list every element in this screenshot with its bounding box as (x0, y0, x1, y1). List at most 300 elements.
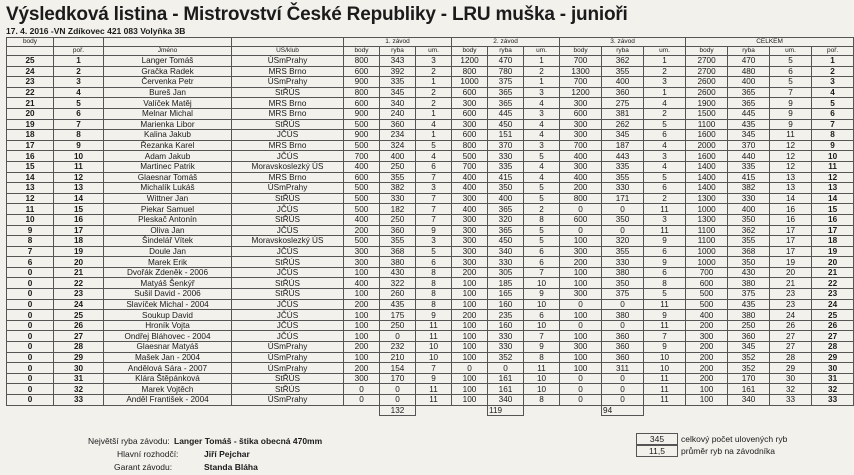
table-cell: 1100 (686, 119, 728, 130)
table-cell: 2 (524, 66, 560, 77)
table-cell: 350 (728, 257, 770, 268)
table-cell: 300 (560, 98, 602, 109)
table-cell: 600 (344, 98, 380, 109)
header-cell: Jméno (104, 47, 232, 56)
header-cell: poř. (54, 47, 104, 56)
table-cell: 1400 (686, 183, 728, 194)
table-cell: 8 (54, 130, 104, 141)
table-cell: 200 (686, 373, 728, 384)
table-cell: 1000 (686, 204, 728, 215)
table-cell: 300 (560, 161, 602, 172)
table-cell: 5 (524, 151, 560, 162)
table-cell: 4 (812, 87, 854, 98)
table-cell: 200 (344, 299, 380, 310)
table-cell: 250 (380, 161, 416, 172)
table-cell: 2 (54, 66, 104, 77)
table-cell: 7 (416, 193, 452, 204)
table-cell: 19 (54, 246, 104, 257)
table-cell: 0 (7, 299, 54, 310)
table-cell: 161 (728, 384, 770, 395)
table-cell: 365 (488, 225, 524, 236)
table-cell: 5 (644, 289, 686, 300)
table-cell: 11 (644, 395, 686, 406)
table-cell: 10 (524, 278, 560, 289)
table-cell: 300 (560, 119, 602, 130)
table-cell: 800 (560, 193, 602, 204)
avg-fish-label: průměr ryb na závodníka (681, 446, 776, 456)
header-cell: ryba (488, 47, 524, 56)
table-cell: Martinec Patrik (104, 161, 232, 172)
table-cell: 5 (416, 140, 452, 151)
header-cell: poř. (812, 47, 854, 56)
round-1-fish-total: 132 (380, 405, 416, 416)
table-cell: 10 (54, 151, 104, 162)
table-cell: 0 (7, 363, 54, 374)
table-cell: 12 (812, 172, 854, 183)
table-cell: 13 (770, 172, 812, 183)
table-cell: 27 (812, 331, 854, 342)
table-cell: 30 (54, 363, 104, 374)
table-cell: 368 (728, 246, 770, 257)
table-cell: 4 (644, 161, 686, 172)
table-cell: 22 (7, 87, 54, 98)
table-cell: 800 (344, 87, 380, 98)
table-cell: 21 (54, 267, 104, 278)
table-cell: 11 (416, 384, 452, 395)
table-cell: 330 (380, 193, 416, 204)
table-cell: 33 (770, 395, 812, 406)
table-cell: 0 (602, 320, 644, 331)
table-cell: 1600 (686, 151, 728, 162)
table-cell: 9 (416, 373, 452, 384)
table-cell: 500 (686, 299, 728, 310)
table-cell: 324 (380, 140, 416, 151)
table-cell: 355 (380, 236, 416, 247)
table-cell: 400 (686, 310, 728, 321)
table-cell: 100 (344, 267, 380, 278)
table-cell: 365 (728, 98, 770, 109)
table-cell: 9 (7, 225, 54, 236)
table-cell: 300 (452, 225, 488, 236)
table-cell: 2600 (686, 77, 728, 88)
table-cell: JČÚS (232, 267, 344, 278)
table-cell: 6 (644, 267, 686, 278)
table-cell: JČÚS (232, 299, 344, 310)
table-cell: 345 (728, 342, 770, 353)
table-cell: 200 (560, 257, 602, 268)
table-cell: 6 (812, 108, 854, 119)
table-cell: Matyáš Šenkýř (104, 278, 232, 289)
table-cell: 240 (380, 108, 416, 119)
total-fish-label: celkový počet ulovených ryb (681, 434, 788, 444)
table-cell: Andělová Sára - 2007 (104, 363, 232, 374)
table-cell: 8 (524, 352, 560, 363)
table-cell: StŘÚS (232, 278, 344, 289)
table-cell: 355 (602, 246, 644, 257)
table-cell: 330 (488, 151, 524, 162)
table-cell: 27 (54, 331, 104, 342)
table-cell: 1900 (686, 98, 728, 109)
table-cell: 100 (452, 373, 488, 384)
table-cell: 1 (416, 108, 452, 119)
table-row (7, 151, 854, 162)
table-cell: 13 (770, 183, 812, 194)
table-cell: 1600 (686, 130, 728, 141)
avg-fish-count: 11,5 (636, 445, 678, 457)
table-cell: 1 (524, 77, 560, 88)
table-cell: 9 (644, 257, 686, 268)
table-cell: Anděl František - 2004 (104, 395, 232, 406)
table-cell: 5 (54, 98, 104, 109)
table-cell: Valíček Matěj (104, 98, 232, 109)
table-cell: 400 (380, 151, 416, 162)
table-cell: Slavíček Michal - 2004 (104, 299, 232, 310)
table-cell: 300 (344, 257, 380, 268)
table-row (7, 310, 854, 321)
table-cell: 28 (54, 342, 104, 353)
table-cell: 375 (728, 289, 770, 300)
table-cell: 1300 (560, 66, 602, 77)
table-cell: 33 (812, 395, 854, 406)
table-cell: 20 (812, 257, 854, 268)
table-row (7, 77, 854, 88)
table-cell: 10 (524, 299, 560, 310)
table-cell: 26 (54, 320, 104, 331)
table-cell: 2 (524, 204, 560, 215)
table-cell: 11 (416, 320, 452, 331)
table-cell: 500 (344, 204, 380, 215)
table-row (7, 289, 854, 300)
table-cell: 0 (488, 363, 524, 374)
table-cell: 600 (560, 108, 602, 119)
table-cell: 5 (644, 172, 686, 183)
table-cell: 330 (488, 331, 524, 342)
table-cell: 350 (602, 214, 644, 225)
table-cell: 340 (380, 98, 416, 109)
table-cell: 370 (488, 140, 524, 151)
table-cell: 600 (344, 172, 380, 183)
table-cell: 300 (560, 246, 602, 257)
table-cell: 11 (7, 204, 54, 215)
table-cell: 5 (812, 98, 854, 109)
table-cell: StŘÚS (232, 373, 344, 384)
table-cell: 600 (452, 130, 488, 141)
results-body (7, 56, 854, 406)
table-cell: 400 (728, 204, 770, 215)
table-cell: 4 (644, 98, 686, 109)
table-cell: Pleskač Antonín (104, 214, 232, 225)
table-cell: StŘÚS (232, 193, 344, 204)
table-cell: 15 (54, 204, 104, 215)
table-cell: 7 (644, 331, 686, 342)
table-cell: 352 (488, 352, 524, 363)
table-cell: 780 (488, 66, 524, 77)
table-cell: 4 (524, 119, 560, 130)
table-cell: 100 (560, 278, 602, 289)
table-cell: 9 (524, 342, 560, 353)
table-cell: StŘÚS (232, 289, 344, 300)
table-cell: 3 (644, 214, 686, 225)
table-cell: ÚSmPrahy (232, 183, 344, 194)
table-cell: 5 (524, 193, 560, 204)
table-cell: 2700 (686, 56, 728, 67)
table-cell: 1200 (560, 87, 602, 98)
table-cell: JČÚS (232, 246, 344, 257)
table-cell: 1 (644, 56, 686, 67)
table-cell: StŘÚS (232, 214, 344, 225)
table-cell: 1 (812, 56, 854, 67)
table-cell: 600 (344, 66, 380, 77)
table-cell: 10 (812, 151, 854, 162)
table-cell: 4 (524, 130, 560, 141)
table-cell: 100 (344, 331, 380, 342)
table-cell: 11 (416, 331, 452, 342)
table-cell: 6 (524, 310, 560, 321)
table-cell: 10 (7, 214, 54, 225)
table-cell: 2 (416, 66, 452, 77)
table-cell: 9 (524, 289, 560, 300)
table-cell: StŘÚS (232, 119, 344, 130)
table-cell: Červenka Petr (104, 77, 232, 88)
table-row (7, 130, 854, 141)
table-cell: 0 (602, 299, 644, 310)
table-cell: 365 (488, 204, 524, 215)
table-row (7, 331, 854, 342)
table-cell: 700 (560, 56, 602, 67)
table-cell: 232 (380, 342, 416, 353)
table-cell: 305 (488, 267, 524, 278)
table-cell: MRS Brno (232, 172, 344, 183)
table-cell: 0 (602, 395, 644, 406)
table-cell: 200 (452, 267, 488, 278)
table-cell: 381 (602, 108, 644, 119)
table-cell: 23 (770, 289, 812, 300)
table-cell: 1 (524, 56, 560, 67)
table-row (7, 87, 854, 98)
table-cell: 5 (416, 246, 452, 257)
table-cell: 14 (7, 172, 54, 183)
table-cell: 160 (488, 320, 524, 331)
table-cell: 450 (488, 236, 524, 247)
table-cell: Marienka Libor (104, 119, 232, 130)
table-cell: 0 (7, 352, 54, 363)
page-subtitle: 17. 4. 2016 -VN Zdíkovec 421 083 Volyňka 3B (6, 26, 186, 36)
table-cell: 350 (602, 278, 644, 289)
table-cell: 0 (380, 384, 416, 395)
table-cell: 7 (524, 331, 560, 342)
table-cell: 0 (560, 320, 602, 331)
table-cell: 600 (452, 87, 488, 98)
table-cell: ÚSmPrahy (232, 56, 344, 67)
table-cell: 1100 (686, 225, 728, 236)
table-cell: 300 (452, 193, 488, 204)
table-cell: JČÚS (232, 151, 344, 162)
table-cell: 300 (344, 246, 380, 257)
table-cell: Dvořák Zdeněk - 2006 (104, 267, 232, 278)
table-cell: 300 (560, 130, 602, 141)
table-cell: Klára Štěpánková (104, 373, 232, 384)
table-cell: 27 (770, 342, 812, 353)
table-cell: 3 (416, 183, 452, 194)
table-cell: 0 (7, 289, 54, 300)
table-cell: 15 (7, 161, 54, 172)
table-cell: 400 (344, 278, 380, 289)
table-row (7, 352, 854, 363)
table-cell: 900 (344, 108, 380, 119)
table-cell: ÚSmPrahy (232, 363, 344, 374)
table-cell: 100 (344, 320, 380, 331)
table-cell: StŘÚS (232, 87, 344, 98)
table-cell: 250 (728, 320, 770, 331)
table-cell: 700 (452, 161, 488, 172)
table-cell: 300 (452, 257, 488, 268)
table-cell: 12 (770, 161, 812, 172)
table-cell: 9 (644, 342, 686, 353)
table-cell: 0 (344, 395, 380, 406)
table-cell: 6 (416, 161, 452, 172)
table-cell: 30 (812, 363, 854, 374)
table-cell: 600 (560, 214, 602, 225)
table-cell: 154 (380, 363, 416, 374)
header-cell (54, 38, 104, 47)
table-cell: 275 (602, 98, 644, 109)
table-cell: 100 (452, 342, 488, 353)
table-cell: 5 (524, 236, 560, 247)
table-cell: 6 (644, 183, 686, 194)
table-cell: 480 (728, 66, 770, 77)
table-cell: 400 (560, 151, 602, 162)
table-cell: 161 (488, 384, 524, 395)
header-cell: body (344, 47, 380, 56)
table-cell: 2 (416, 87, 452, 98)
table-cell: 100 (452, 320, 488, 331)
header-round-1: 1. závod (344, 38, 452, 47)
table-cell: 100 (452, 278, 488, 289)
table-cell: 7 (54, 119, 104, 130)
table-cell: 22 (812, 278, 854, 289)
table-cell: 4 (644, 140, 686, 151)
table-cell: Bureš Jan (104, 87, 232, 98)
table-cell: 260 (380, 289, 416, 300)
table-cell: 8 (524, 395, 560, 406)
table-cell: 17 (54, 225, 104, 236)
table-cell: 0 (7, 310, 54, 321)
table-cell: ÚSmPrahy (232, 342, 344, 353)
table-cell: Marek Vojtěch (104, 384, 232, 395)
table-cell: 100 (560, 331, 602, 342)
table-cell: 100 (686, 384, 728, 395)
table-cell: 25 (54, 310, 104, 321)
table-cell: MRS Brno (232, 140, 344, 151)
table-cell: 2700 (686, 66, 728, 77)
table-cell: 100 (560, 363, 602, 374)
table-cell: 11 (644, 320, 686, 331)
table-cell: 700 (560, 140, 602, 151)
table-cell: 330 (488, 257, 524, 268)
table-cell: 345 (728, 130, 770, 141)
table-cell: 100 (452, 352, 488, 363)
header-round-3: 3. závod (560, 38, 686, 47)
table-cell: 335 (602, 161, 644, 172)
table-cell: Mašek Jan - 2004 (104, 352, 232, 363)
table-cell: Soukup David (104, 310, 232, 321)
table-cell: 200 (686, 363, 728, 374)
table-cell: 200 (560, 183, 602, 194)
table-cell: 185 (488, 278, 524, 289)
table-cell: 16 (54, 214, 104, 225)
table-row (7, 267, 854, 278)
table-cell: 7 (416, 214, 452, 225)
table-cell: 5 (770, 56, 812, 67)
table-cell: MRS Brno (232, 66, 344, 77)
table-cell: 8 (524, 214, 560, 225)
table-cell: 200 (686, 342, 728, 353)
table-cell: 355 (380, 172, 416, 183)
table-cell: 330 (488, 342, 524, 353)
table-cell: 24 (7, 66, 54, 77)
table-cell: 9 (54, 140, 104, 151)
table-cell: 170 (728, 373, 770, 384)
table-cell: 3 (54, 77, 104, 88)
table-cell: 100 (344, 289, 380, 300)
table-cell: 380 (380, 257, 416, 268)
round-3-fish-total: 94 (602, 405, 644, 416)
table-cell: 400 (452, 172, 488, 183)
table-row (7, 140, 854, 151)
table-cell: 445 (488, 108, 524, 119)
table-cell: Oliva Jan (104, 225, 232, 236)
table-row (7, 193, 854, 204)
table-cell: Marek Erik (104, 257, 232, 268)
table-cell: 415 (488, 172, 524, 183)
table-cell: 300 (452, 119, 488, 130)
table-cell: 6 (54, 108, 104, 119)
table-cell: 435 (380, 299, 416, 310)
table-cell: 380 (728, 310, 770, 321)
table-cell: 2 (644, 193, 686, 204)
table-cell: 370 (728, 140, 770, 151)
header-cell (7, 47, 54, 56)
table-cell: Ondřej Bláhovec - 2004 (104, 331, 232, 342)
table-cell: 300 (452, 246, 488, 257)
table-cell: 5 (770, 77, 812, 88)
table-cell: 10 (524, 373, 560, 384)
table-cell: 1 (416, 77, 452, 88)
table-cell: 380 (728, 278, 770, 289)
largest-fish-label: Největší ryba závodu: (88, 436, 170, 446)
table-cell: 1200 (452, 56, 488, 67)
table-cell: 200 (344, 225, 380, 236)
table-cell: 300 (560, 289, 602, 300)
table-cell: 12 (770, 140, 812, 151)
table-cell: 21 (770, 278, 812, 289)
table-cell: 9 (770, 119, 812, 130)
table-cell: 16 (7, 151, 54, 162)
table-cell: 15 (812, 204, 854, 215)
table-cell: 382 (728, 183, 770, 194)
table-cell: Řezanka Karel (104, 140, 232, 151)
table-cell: 250 (380, 320, 416, 331)
table-cell: 9 (416, 225, 452, 236)
table-cell: 435 (728, 119, 770, 130)
table-cell: 400 (560, 172, 602, 183)
table-cell: 345 (380, 87, 416, 98)
table-cell: 22 (54, 278, 104, 289)
table-cell: 340 (488, 246, 524, 257)
table-cell: 27 (770, 331, 812, 342)
table-cell: 345 (602, 130, 644, 141)
table-cell: 0 (7, 373, 54, 384)
